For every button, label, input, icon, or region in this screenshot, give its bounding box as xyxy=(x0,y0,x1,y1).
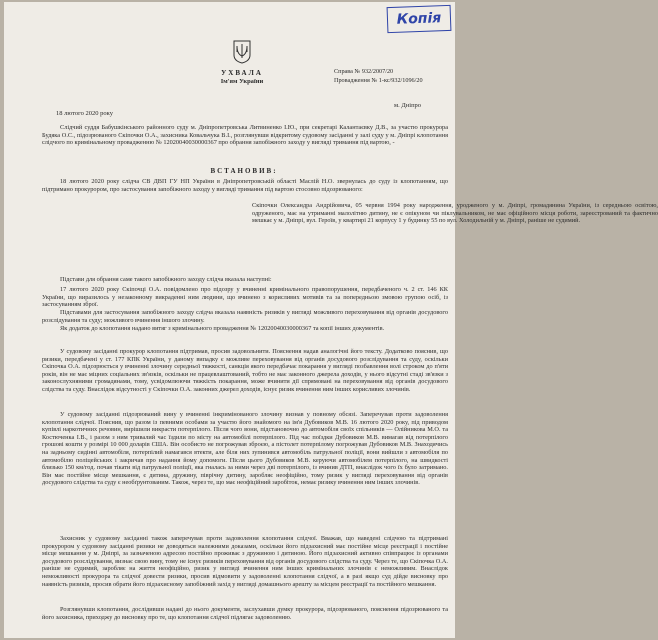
case-info xyxy=(334,67,450,85)
paragraph-8: Захисник у судовому засіданні також заперечував проти задоволення клопотання слідчої. Вважав, що наведені слідчою та підтримані прокурором у судовому засіданні ризики не доводяться належними доказами, оскільки його підзахисний має постійне місце реєстрації і постійне місце мешкання у м. Дніпрі, за зазначеною адресою постійно проживає з дружиною і дитиною. Його підзахисний активно співпрацює із органами досудового розслідування, визнає свою вину, тому не існує ризиків переховування від органів досудового слідства та суду. Через те, що Скіпочка О.А. раніше не судимий, заробляє на життя неофіційно, ризик у вигляді вчинення ним інших кримінальних злочинів є неможливим. Внаслідок неможливості прокурора та слідчої довести ризики, просив відмовити у задоволенні клопотання слідчої, а в разі якщо суд дійде висновку про наявність ризиків, просив обрати його підзахисному запобіжний захід у вигляді домашнього арешту за місцем реєстрації та постійного мешкання. xyxy=(42,535,448,588)
paragraph-4: Підставами для застосування запобіжного заходу слідча вказала наявність ризиків у вигляді можливого переховування від органів досудового розслідування та суду; можливого вчинення іншого злочину. xyxy=(42,309,448,324)
document-title: УХВАЛА xyxy=(221,69,263,77)
paragraph-2: Підстави для обрання саме такого запобіжного заходу слідча вказала наступні: xyxy=(60,276,272,283)
city: м. Дніпро xyxy=(394,102,422,109)
document-page xyxy=(4,2,658,638)
paragraph-7: У судовому засіданні підозрюваний вину у вчиненні інкримінованого злочину визнав у повному обсязі. Заперечував проти задоволення клопотання слідчої. Пояснив, що разом із певними особами за участю його знайомого на ім'я Дубовиков М.В. 16 лютого 2020 року, під приводом купівлі наркотичних речовин, вирішили викрасти потерпілого. Після чого вони, підстановочно до автомобіля своїх спільників — Олійникова М.О. та Костюченка І.В., і разом з ним тривалий час їздили по місту на автомобілі потерпілого. Під час поїздки Дубовиков М.В. вимагав від потерпілого грошові кошти у розмірі 10 000 доларів США. Він особисто не погрожував зброєю, а пістолет потерпілому погрожував Дубовиков М.В. Знаходячись на задньому сидінні автомобіля, потерпілий намагався втекти, але біля них зупинився автомобіль патрульної поліції, вони вийшли з автомобіля по автомобілю поліцейських і закричав про надання йому допомоги. Після цього Дубовиков М.В. керуючи автомобілем потерпілого, на швидкості близько 150 км/год. почав тікати від патрульної поліції, яка гналась за ними через дві потерпілого, із вчинив ДТП, внаслідок чого їх було затримано. Він має постійне місце мешкання, є дитина, дружину, піврічну дитину, заробляє неофіційно, тому ризик у вигляді переховування від органів досудового слідства та суду є необґрунтованим. Також, через те, що має неофіційний заробіток, немає ризику вчинення ним інших злочинів. xyxy=(42,411,448,487)
section-heading: ВСТАНОВИВ: xyxy=(210,167,278,175)
case-number: Справа № 932/2007/20 xyxy=(334,68,394,75)
trident-emblem-icon xyxy=(232,39,252,65)
intro-paragraph: Слідчий суддя Бабушкінського районного суду м. Дніпропетровська Литвиненко І.Ю., при секретарі Калантаєвку Д.В., за участю прокурора Будяка О.С., підозрюваного Скіпочки О.А., захисника Ковальчука В.І., розглянувши відкритому судовому засіданні у залі суду у м. Дніпрі клопотання слідчого по кримінальному провадженню № 12020040030000367 про обрання запобіжного заходу у вигляді тримання під вартою, - xyxy=(42,124,448,147)
paragraph-9: Розглянувши клопотання, дослідивши надані до нього документи, заслухавши думку прокурора, підозрюваного, пояснення підозрюваного та його захисника, приходжу до висновку про те, що клопотання слідчої підлягає задоволенню. xyxy=(42,606,448,621)
document-date: 18 лютого 2020 року xyxy=(56,110,113,117)
paragraph-3: 17 лютого 2020 року Скіпочці О.А. повідомлено про підозру у вчиненні кримінального правопорушення, передбаченого ч. 2 ст. 146 КК України, що виразилось у незаконному викраденні ним людини, що вчинено з корисливих мотивів та за попередньою змовою групою осіб, із застосуванням зброї. xyxy=(42,286,448,309)
paragraph-5: Як додаток до клопотання надано витяг з кримінального провадження № 12020040030000367 та копії інших документів. xyxy=(60,325,385,332)
copy-stamp: Копія xyxy=(387,5,452,33)
suspect-paragraph: Скіпочки Олександра Андрійовича, 05 червня 1994 року народження, уродженого у м. Дніпрі, громадянина України, із середньою освітою, одруженого, має на утриманні малолітню дитину, не є опікуном чи піклувальником, не має офіційного місця роботи, зареєстрований та фактично мешкає у м. Дніпрі, вул. Героїв, у квартирі 21 корпусу 1 у будинку 55 по вул. Холодильній у м. Дніпрі, раніше не судимий. xyxy=(252,202,658,225)
paragraph-6: У судовому засіданні прокурор клопотання підтримав, просив задовольнити. Пояснення надав аналогічні його тексту. Додатково пояснив, що ризики, передбачені у ст. 177 КПК України, у даному випадку є можливе переховування від органів досудового розслідування та суду, оскільки Скіпочка О.А. підозрюється у вчиненні злочину середньої тяжкості, санкція якого передбачає покарання у вигляді позбавлення волі строком до п'яти років, він не має міцних соціальних зв'язків, оскільки не працевлаштований, тобто не має законного джерела доходів, у нього відсутні стаді зв'язки з законослухняними громадянами, тому, усвідомлюючи тяжкість покарання, може вчинити дії спрямовані на переховування від органів досудового слідства та суду. Внаслідок відсутності у Скіпочки О.А. законних джерел доходів, існує ризик вчинення ним інших корисливих злочинів. xyxy=(42,348,448,393)
document-subtitle: Ім'ям України xyxy=(220,78,264,85)
proceeding-number: Провадження № 1-кс/932/1096/20 xyxy=(334,77,423,84)
paragraph-1: 18 лютого 2020 року слідча СВ ДВП ГУ НП України в Дніпропетровській області Маслій Н.О. звернулась до суду із клопотанням, що підтримано прокурором, про застосування запобіжного заходу у вигляді тримання під вартою стосовно підозрюваного: xyxy=(42,178,448,193)
